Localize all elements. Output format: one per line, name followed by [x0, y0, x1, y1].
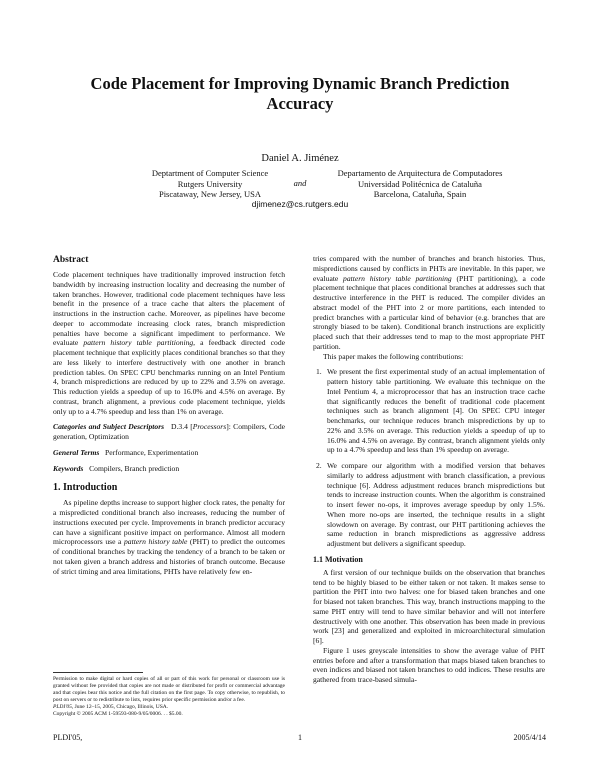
affiliation-line: Deptartment of Computer Science — [151, 168, 269, 178]
right-term: pattern history table partitioning — [343, 273, 452, 283]
list-number: 1. — [316, 367, 322, 377]
left-column — [53, 254, 285, 576]
affiliation-right — [330, 168, 510, 200]
right-column — [313, 254, 545, 685]
categories-line — [53, 422, 285, 442]
affiliation-and: and — [293, 178, 307, 188]
author-email: djimenez@cs.rutgers.edu — [251, 199, 349, 209]
affiliation-line: Universidad Politécnica de Cataluña — [358, 178, 482, 189]
categories-text: ]: Compilers, Code generation, Optimization — [53, 422, 285, 441]
abstract-text-part: , a feedback directed code placement technique that explicitly places conditional branches so that they are less likely to interfere destructively with one another in branch prediction tables. On SPEC CPU benchmarks running on an Intel Pentium 4, branch mispredictions are reduced by up to 22% and 3.5% on average. This reduction yields a speedup of up to 16.0% and 4.5% on average. By contrast, branch alignment, a previous code placement technique, yields only up to a 4.7% speedup and less than 1% on average. — [53, 338, 285, 416]
keywords-label: Keywords — [53, 463, 84, 473]
abstract-term: pattern history table partitioning — [83, 338, 194, 348]
affiliation-line: Barcelona, Cataluña, Spain — [373, 189, 467, 199]
paper-title: Code Placement for Improving Dynamic Branch Prediction Accuracy — [90, 74, 510, 113]
permission-text: Permission to make digital or hard copies of all or part of this work for personal or classroom use is granted without fee provided that copies are not made or distributed for profit or commercial advantage and that copies bear this notice and the full citation on the first page. To copy otherwise, to republish, to post on servers or to redistribute to lists, requires prior specific permission and/or a fee. — [53, 676, 285, 703]
general-terms-line — [53, 448, 285, 458]
list-item — [313, 461, 545, 549]
list-text: We compare our algorithm with a modified version that behaves similarly to address adjustment with branch classification, a previous technique [6]. Address adjustment reduces branch mispredictions but tends to increase instruction counts. When the algorithm is constrained to insert fewer no-ops, it improves average speedup by only 1.5%. When more no-ops are inserted, the technique results in a slight slowdown on average. By contrast, our PHT partitioning achieves the same reduction in branch mispredictions as aggressive address adjustment but delivers a significant speedup. — [327, 461, 545, 548]
footnote-rule — [53, 672, 143, 673]
affiliation-left — [120, 168, 300, 200]
copyright-line: Copyright © 2005 ACM 1-59593-080-9/05/0006. . . $5.00. — [53, 711, 183, 717]
abstract-text — [53, 270, 285, 416]
motivation-paragraph-1: A first version of our technique builds on the observation that branches tend to be highly biased to be either taken or not taken. It makes sense to partition the PHT into two halves: one for biased taken branches and one for biased not taken branches. This way, branch instructions mapping to the same PHT entry will tend to have similar behavior and will not interfere destructively with one another. This observation has been made in previous work [23] and generalized and exploited in microarchitectural simulation [6]. — [313, 567, 545, 645]
footer-date: 2005/4/14 — [513, 733, 546, 742]
venue-line — [53, 704, 285, 711]
abstract-heading: Abstract — [53, 255, 89, 265]
categories-label: Categories and Subject Descriptors — [53, 422, 165, 432]
general-terms-label: General Terms — [53, 447, 100, 457]
general-terms-text: Performance, Experimentation — [105, 447, 199, 457]
keywords-line — [53, 464, 285, 474]
intro-term: pattern history table — [123, 537, 188, 547]
categories-proc: Processors — [192, 422, 227, 432]
intro-text — [53, 498, 285, 576]
list-text: We present the first experimental study of an actual implementation of pattern history table partitioning. We evaluate this technique on the Intel Pentium 4, a microprocessor that has an instruction trace cache that significantly reduces the benefit of traditional code placement techniques such as branch alignment [4]. On SPEC CPU integer benchmarks, our technique reduces branch mispredictions by up to 22% and 3.5% on average. This reduction yields a speedup of up to 16.0% and 4.5% on average. By contrast, branch alignment yields only up to a 4.7% speedup and less than 1% speedup on average. — [327, 367, 545, 455]
author-name: Daniel A. Jiménez — [261, 153, 339, 164]
venue-name: PLDI'05, — [53, 704, 74, 710]
affiliation-line: Rutgers University — [177, 178, 243, 189]
contributions-list — [313, 367, 545, 549]
categories-ref: D.3.4 [ — [171, 422, 193, 432]
intro-text-part: As pipeline depths increase to support higher clock rates, the penalty for a mispredicted conditional branch also increases, reducing the number of instructions executed per cycle. Improvements in branch predictor accuracy can have a significant positive impact on performance. Almost all modern microprocessors use a — [53, 498, 285, 547]
permission-footnote — [53, 676, 285, 718]
affiliation-line: Departamento de Arquitectura de Computadores — [337, 168, 503, 178]
page-number: 1 — [298, 733, 302, 742]
right-paragraph-1 — [313, 254, 545, 352]
affiliation-line: Piscataway, New Jersey, USA — [158, 189, 262, 199]
intro-heading: 1. Introduction — [53, 482, 118, 494]
keywords-text: Compilers, Branch prediction — [89, 463, 180, 473]
list-item — [313, 367, 545, 455]
venue-details: June 12–15, 2005, Chicago, Illinois, USA. — [73, 704, 169, 710]
list-number: 2. — [316, 461, 322, 470]
right-paragraph-2: This paper makes the following contributions: — [323, 351, 464, 361]
motivation-heading: 1.1 Motivation — [313, 554, 363, 564]
abstract-text-part: Code placement techniques have traditionally improved instruction fetch bandwidth by increasing instruction locality and decreasing the number of taken branches. However, traditional code placement techniques have less benefit in the presence of a trace cache that alters the placement of instructions in the instruction cache. Moreover, as pipelines have become deeper to accommodate increasing clock rates, branch misprediction penalties have become a significant impediment to performance. We evaluate — [53, 270, 285, 348]
motivation-paragraph-2: Figure 1 uses greyscale intensities to show the average value of PHT entries before and after a transformation that maps biased taken branches to even indices and biased not taken branches to odd indices. These results are gathered from trace-based simula- — [313, 645, 545, 684]
intro-text-part: (PHT) to predict the outcomes of conditional branches by tracking the tendency of a branch to be taken or not taken given a branch address and histories of branch outcome. Because of strict timing and area limitations, PHTs have relatively few en- — [53, 537, 286, 576]
right-text-part: tries compared with the number of branches and branch histories. Thus, mispredictions caused by conflicts in PHTs are inevitable. In this paper, we evaluate — [313, 254, 545, 283]
footer-venue: PLDI'05, — [53, 733, 83, 742]
right-text-part: (PHT partitioning), a code placement technique that places conditional branches at addresses such that destructive interference in the PHT is reduced. The compiler divides an abstract model of the PHT into 2 or more partitions, each intended to predict branches with a particular kind of behavior (e.g. branches that are strongly biased to be taken). Conditional branch instructions are explicitly placed such that their addresses tend to map to the most appropriate PHT partition. — [313, 273, 545, 351]
